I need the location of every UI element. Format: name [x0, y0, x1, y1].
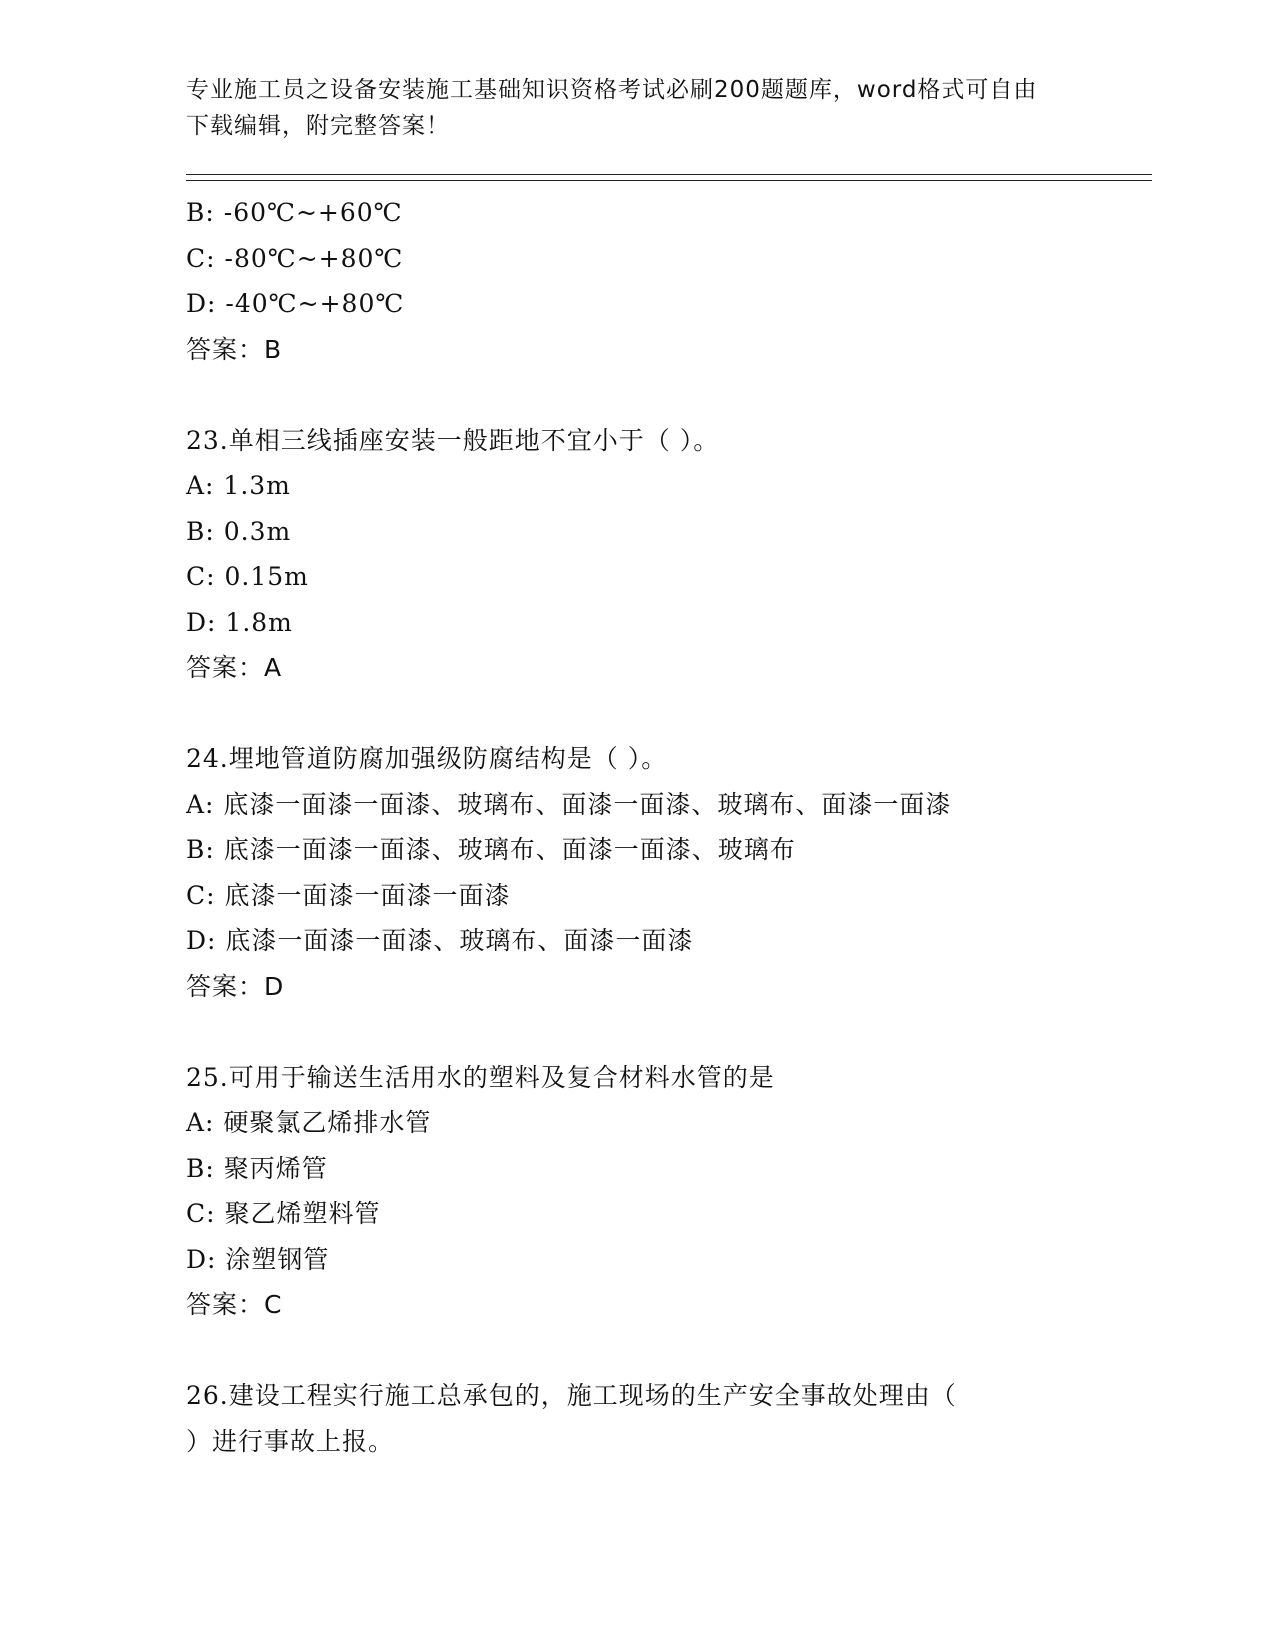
answer: 答案：C	[186, 1290, 283, 1319]
answer: 答案：D	[186, 971, 285, 1001]
document-header	[186, 72, 1066, 144]
answer: 答案：A	[186, 653, 283, 682]
question-text: 23.单相三线插座安装一般距地不宜小于（ ）。	[186, 425, 720, 455]
option-a: A: 1.3m	[186, 471, 291, 500]
option-d: D: 底漆一面漆一面漆、玻璃布、面漆一面漆	[186, 926, 694, 955]
option-c: C: 底漆一面漆一面漆一面漆	[186, 880, 511, 910]
header-line-2: 下载编辑，附完整答案！	[186, 113, 450, 139]
question-text: 25.可用于输送生活用水的塑料及复合材料水管的是	[186, 1062, 775, 1092]
option-b: B: 底漆一面漆一面漆、玻璃布、面漆一面漆、玻璃布	[186, 835, 796, 864]
question-text-line-2: ）进行事故上报。	[186, 1426, 395, 1456]
option-d: D: -40℃~+80℃	[186, 289, 405, 318]
option-b: B: 聚丙烯管	[186, 1153, 328, 1183]
header-rule-bottom	[186, 180, 1152, 181]
option-a: A: 硬聚氯乙烯排水管	[186, 1108, 432, 1137]
question-26	[186, 1373, 1152, 1464]
option-d: D: 1.8m	[186, 607, 293, 637]
question-list	[186, 190, 1152, 1464]
question-text-line-1: 26.建设工程实行施工总承包的，施工现场的生产安全事故处理由（	[186, 1381, 957, 1410]
question-22	[186, 190, 1152, 372]
option-d: D: 涂塑钢管	[186, 1244, 330, 1274]
option-c: C: 聚乙烯塑料管	[186, 1199, 381, 1228]
option-c: C: 0.15m	[186, 562, 309, 591]
option-b: B: 0.3m	[186, 516, 292, 546]
option-a: A: 底漆一面漆一面漆、玻璃布、面漆一面漆、玻璃布、面漆一面漆	[186, 789, 952, 819]
option-c: C: -80℃~+80℃	[186, 243, 404, 273]
question-24	[186, 736, 1152, 1009]
header-rule-top	[186, 174, 1152, 175]
question-25	[186, 1055, 1152, 1328]
answer: 答案：B	[186, 334, 283, 364]
option-b: B: -60℃~+60℃	[186, 198, 403, 227]
header-line-1: 专业施工员之设备安装施工基础知识资格考试必刷200题题库，word格式可自由	[186, 77, 1038, 103]
question-23	[186, 418, 1152, 691]
question-text: 24.埋地管道防腐加强级防腐结构是（ ）。	[186, 744, 668, 773]
